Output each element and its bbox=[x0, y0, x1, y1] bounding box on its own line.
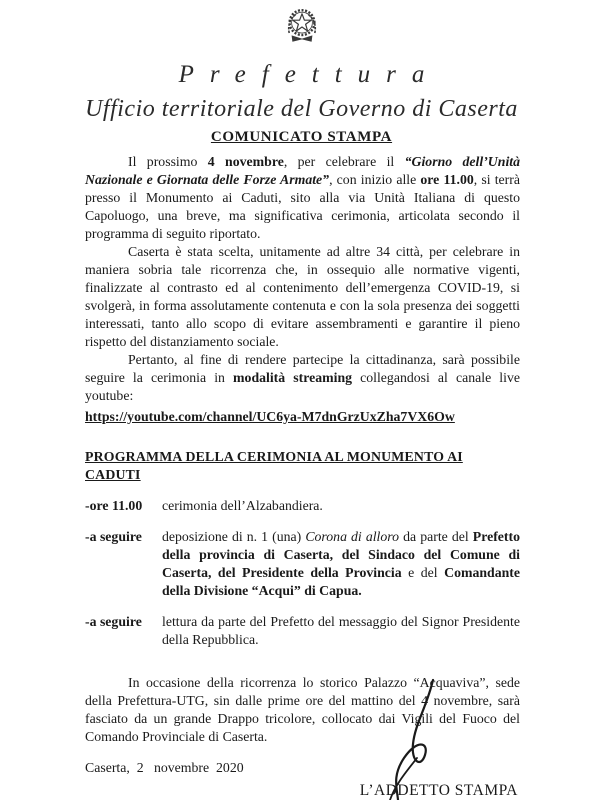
paragraph-covid: Caserta è stata scelta, unitamente ad altre 34 città, per celebrare in maniera sobria tale ricorrenza che, in ossequio alle normative vigenti, finalizzate al contrasto ed al contenimento dell’emergenza COVID-19, si svolgerà, in forma assolutamente contenuta e con la sola presenza dei soggetti interessati, tanto allo scopo di evitare assembramenti e garantire il pieno rispetto del distanziamento sociale. bbox=[85, 244, 520, 349]
italian-republic-emblem-icon bbox=[282, 5, 322, 49]
program-heading: PROGRAMMA DELLA CERIMONIA AL MONUMENTO AI CADUTI bbox=[85, 449, 463, 482]
program-item-time-label: -a seguire bbox=[85, 614, 142, 629]
program-item-time-label: -ore 11.00 bbox=[85, 498, 143, 513]
program-item-corona bbox=[85, 528, 520, 600]
paragraph-closing: In occasione della ricorrenza lo storico Palazzo “Acquaviva”, sede della Prefettura-UTG, sin dalle prime ore del mattino del 4 novembre, sarà fasciato da un grande Drappo tricolore, collocato dai Vigili del Fuoco del Comando Provinciale di Caserta. bbox=[85, 675, 520, 744]
institution-subtitle: Ufficio territoriale del Governo di Caserta bbox=[85, 96, 518, 122]
institution-name: Prefettura bbox=[178, 61, 441, 88]
paragraph-streaming: Pertanto, al fine di rendere partecipe la cittadinanza, sarà possibile seguire la cerimonia in modalità streaming collegandosi al canale live youtube: bbox=[85, 352, 520, 403]
program-item-text: cerimonia dell’Alzabandiera. bbox=[162, 498, 323, 513]
program-item-alzabandiera bbox=[85, 497, 520, 515]
document-title: COMUNICATO STAMPA bbox=[210, 129, 393, 145]
program-item-text: deposizione di n. 1 (una) Corona di alloro da parte del Prefetto della provincia di Caserta, del Sindaco del Comune di Caserta, del Presidente della Provincia e del Comandante della Divisione “Acqui” di Capua. bbox=[162, 529, 520, 598]
program-item-time-label: -a seguire bbox=[85, 529, 142, 544]
dateline: Caserta, 2 novembre 2020 bbox=[85, 760, 244, 775]
youtube-channel-link[interactable]: https://youtube.com/channel/UC6ya-M7dnGrzUxZha7VX6Ow bbox=[85, 409, 455, 424]
letterhead bbox=[0, 0, 603, 147]
document-body bbox=[85, 153, 520, 800]
program-item-lettura bbox=[85, 613, 520, 649]
program-item-text: lettura da parte del Prefetto del messaggio del Signor Presidente della Repubblica. bbox=[162, 614, 520, 647]
paragraph-intro: Il prossimo 4 novembre, per celebrare il “Giorno dell’Unità Nazionale e Giornata delle Forze Armate”, con inizio alle ore 11.00, si terrà presso il Monumento ai Caduti, sito alla via Unità Italiana di questo Capoluogo, una breve, ma significativa cerimonia, articolata secondo il programma di seguito riportato. bbox=[85, 154, 521, 241]
signature-title: L’ADDETTO STAMPA bbox=[359, 782, 518, 799]
youtube-link-line bbox=[85, 408, 520, 426]
